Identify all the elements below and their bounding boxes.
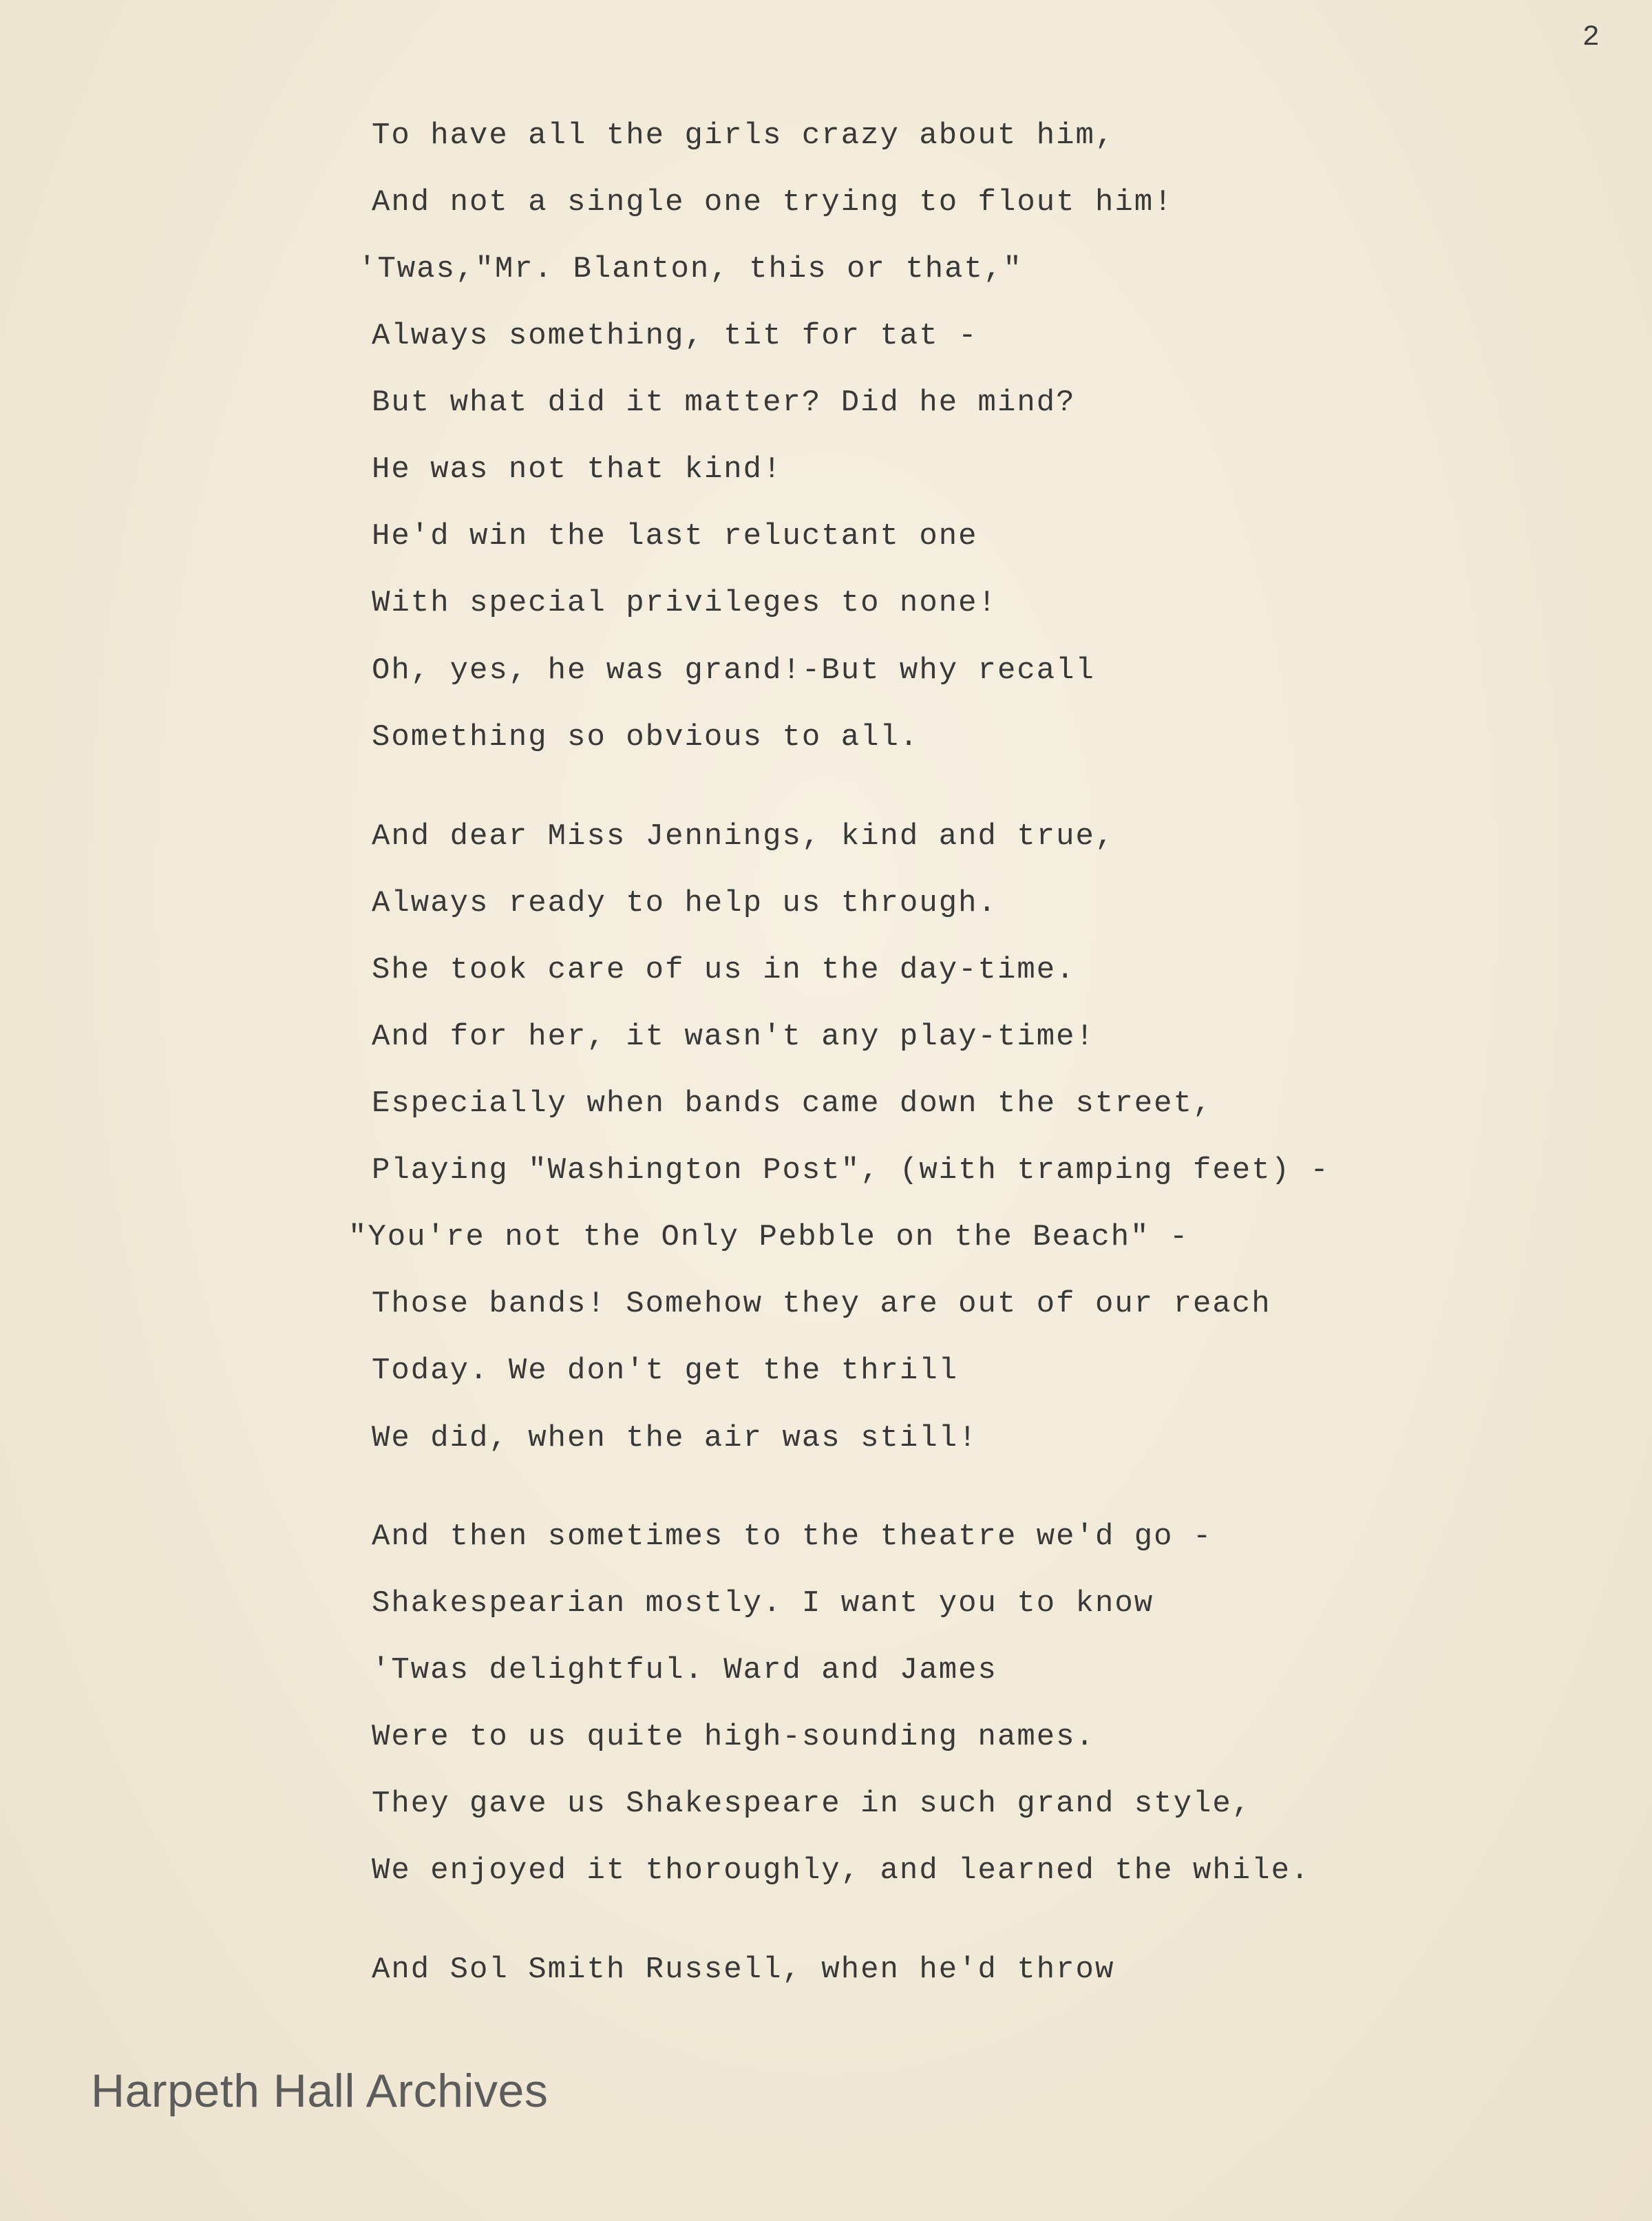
poem-line: He'd win the last reluctant one <box>372 519 978 554</box>
poem-line: Today. We don't get the thrill <box>372 1354 959 1388</box>
poem-line: Those bands! Somehow they are out of our reach <box>372 1287 1271 1321</box>
poem-line: Oh, yes, he was grand!-But why recall <box>372 653 1095 688</box>
poem-line: And not a single one trying to flout him! <box>372 185 1174 220</box>
archive-watermark: Harpeth Hall Archives <box>91 2065 549 2117</box>
poem-line: He was not that kind! <box>372 452 783 487</box>
poem-line: Always ready to help us through. <box>372 886 997 920</box>
poem-line: Playing "Washington Post", (with tramping feet) - <box>372 1153 1330 1188</box>
poem-line: And then sometimes to the theatre we'd go - <box>372 1519 1213 1554</box>
poem-line: "You're not the Only Pebble on the Beach" - <box>348 1220 1189 1254</box>
poem-line: Especially when bands came down the street, <box>372 1086 1213 1121</box>
poem-line: And dear Miss Jennings, kind and true, <box>372 819 1115 854</box>
poem-line: We did, when the air was still! <box>372 1421 978 1455</box>
poem-line: And Sol Smith Russell, when he'd throw <box>372 1952 1115 1987</box>
page-number: 2 <box>1582 21 1600 54</box>
poem-line: Shakespearian mostly. I want you to know <box>372 1586 1154 1621</box>
poem-line: But what did it matter? Did he mind? <box>372 386 1076 420</box>
poem-line: Were to us quite high-sounding names. <box>372 1720 1095 1754</box>
poem-line: Always something, tit for tat - <box>372 319 978 353</box>
poem-line: 'Twas,"Mr. Blanton, this or that," <box>358 252 1023 286</box>
poem-line: With special privileges to none! <box>372 586 997 620</box>
poem-line: They gave us Shakespeare in such grand style, <box>372 1787 1252 1821</box>
poem-line: We enjoyed it thoroughly, and learned the while. <box>372 1853 1311 1888</box>
poem-line: To have all the girls crazy about him, <box>372 118 1115 153</box>
poem-line: 'Twas delightful. Ward and James <box>372 1653 997 1687</box>
poem-line: Something so obvious to all. <box>372 720 920 755</box>
poem-line: She took care of us in the day-time. <box>372 953 1076 987</box>
poem-line: And for her, it wasn't any play-time! <box>372 1020 1095 1054</box>
